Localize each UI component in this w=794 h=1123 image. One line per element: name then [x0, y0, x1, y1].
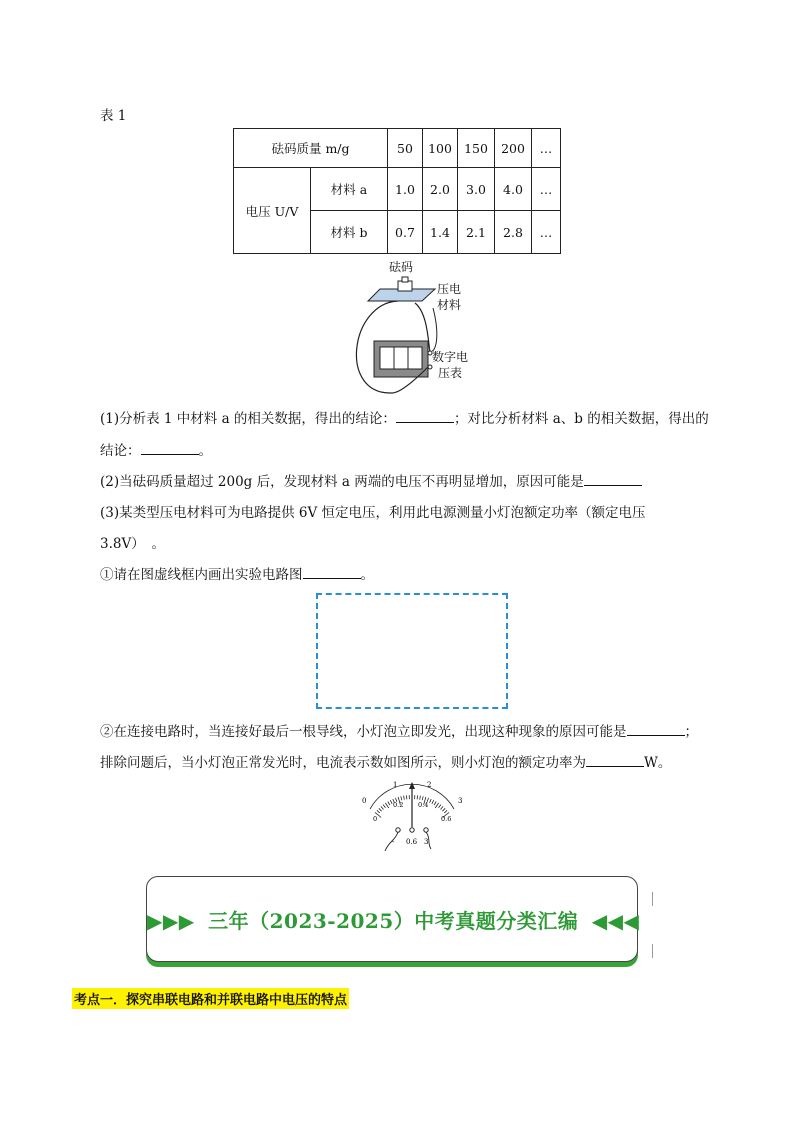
question-text: 。 — [360, 567, 374, 583]
data-table — [233, 128, 561, 254]
voltage-header: 电压 U/V — [234, 168, 311, 254]
scale-tick — [439, 805, 441, 808]
table-cell: 150 — [458, 129, 495, 168]
table-cell: 2.0 — [423, 168, 458, 211]
scale-label: 3 — [458, 797, 463, 805]
scale-label: 0.6 — [441, 815, 452, 823]
question-text: ②在连接电路时，当连接好最后一根导线，小灯泡立即发光，出现这种现象的原因可能是 — [100, 724, 627, 740]
scale-label: 0 — [373, 815, 378, 823]
scale-label: 1 — [393, 781, 398, 789]
scale-tick — [417, 795, 418, 799]
question-text: 排除问题后，当小灯泡正常发光时，电流表示数如图所示，则小灯泡的额定功率为 — [100, 755, 586, 771]
table-row — [234, 129, 561, 168]
weight-label: 砝码 — [389, 260, 414, 274]
terminal-label: 3 — [424, 838, 429, 846]
arrow-right-icon: ▶▶▶ — [147, 909, 195, 933]
terminal-label: 0.6 — [406, 838, 418, 846]
question-1-line-1 — [100, 407, 709, 427]
material-a-label: 材料 a — [311, 168, 388, 211]
scale-tick — [435, 803, 438, 808]
question-3-2-line-2 — [100, 751, 671, 771]
scale-tick — [444, 810, 447, 813]
table-cell: 200 — [495, 129, 532, 168]
table-row — [234, 168, 561, 211]
table-cell: … — [532, 168, 561, 211]
question-text: ；对比分析材料 a、b 的相关数据，得出的 — [453, 411, 709, 427]
section-label: 考点一．探究串联电路和并联电路中电压的特点 — [72, 988, 349, 1009]
table-cell: 3.0 — [458, 168, 495, 211]
question-1-line-2 — [100, 439, 212, 459]
scale-tick — [385, 803, 388, 808]
question-text: 。 — [198, 443, 212, 459]
banner-title: 三年（2023-2025）中考真题分类汇编 — [208, 909, 579, 933]
question-3-line-2: 3.8V） 。 — [100, 536, 165, 552]
table-cell: 1.4 — [423, 211, 458, 254]
piezo-apparatus-figure — [340, 255, 490, 400]
table-cell: 50 — [388, 129, 423, 168]
scale-tick — [442, 808, 445, 811]
banner-title-row — [147, 905, 640, 934]
question-text: W。 — [644, 755, 672, 771]
question-2 — [100, 470, 642, 490]
question-text: ①请在图虚线框内画出实验电路图 — [100, 567, 303, 583]
answer-blank[interactable] — [586, 754, 644, 767]
scale-tick — [404, 796, 405, 800]
scale-label: 2 — [427, 781, 432, 789]
table-cell: 0.7 — [388, 211, 423, 254]
answer-blank[interactable] — [396, 410, 454, 423]
scale-tick — [420, 796, 421, 800]
scale-label: 0.4 — [418, 801, 429, 809]
table-cell: 4.0 — [495, 168, 532, 211]
answer-blank[interactable] — [303, 566, 361, 579]
table-caption: 表 1 — [100, 108, 127, 124]
scale-tick — [430, 799, 432, 803]
ammeter-icon — [355, 775, 465, 855]
arrow-left-icon: ◀◀◀ — [591, 909, 640, 933]
scale-tick — [422, 796, 423, 800]
scale-label: 0 — [362, 797, 367, 805]
table-cell: 2.1 — [458, 211, 495, 254]
meter-label-1: 数字电 — [432, 350, 469, 364]
table-cell: 2.8 — [495, 211, 532, 254]
scale-tick — [388, 802, 390, 806]
piezo-label-2: 材料 — [437, 298, 462, 312]
scale-label: 0.2 — [393, 801, 404, 809]
scale-tick — [441, 806, 444, 809]
scale-tick — [434, 802, 436, 806]
table-cell: 1.0 — [388, 168, 423, 211]
circuit-drawing-box[interactable] — [316, 593, 508, 709]
question-text: ； — [684, 724, 698, 740]
scale-tick — [379, 808, 382, 811]
scale-tick — [406, 795, 407, 799]
scale-tick — [383, 805, 385, 808]
table-cell: … — [532, 129, 561, 168]
answer-blank[interactable] — [627, 723, 685, 736]
mass-header: 砝码质量 m/g — [234, 129, 388, 168]
table-cell: 100 — [423, 129, 458, 168]
table-cell: … — [532, 211, 561, 254]
question-text: (1)分析表 1 中材料 a 的相关数据，得出的结论： — [100, 411, 396, 427]
divider — [652, 944, 653, 958]
question-3-line-1: (3)某类型压电材料可为电路提供 6V 恒定电压，利用此电源测量小灯泡额定功率（额定电压 — [100, 505, 646, 521]
terminal-label: - — [392, 838, 395, 846]
scale-tick — [401, 796, 402, 800]
scale-tick — [377, 810, 380, 813]
question-3-1 — [100, 563, 374, 583]
question-text: (2)当砝码质量超过 200g 后，发现材料 a 两端的电压不再明显增加，原因可能是 — [100, 474, 584, 490]
section-banner — [146, 876, 638, 962]
piezo-label-1: 压电 — [437, 282, 462, 296]
divider — [652, 892, 653, 906]
meter-label-2: 压表 — [438, 366, 463, 380]
question-text: 结论： — [100, 443, 141, 459]
scale-tick — [381, 806, 384, 809]
scale-tick — [390, 800, 392, 804]
answer-blank[interactable] — [584, 473, 642, 486]
material-b-label: 材料 b — [311, 211, 388, 254]
question-3-2-line-1 — [100, 720, 698, 740]
scale-tick — [432, 800, 434, 804]
answer-blank[interactable] — [141, 442, 199, 455]
